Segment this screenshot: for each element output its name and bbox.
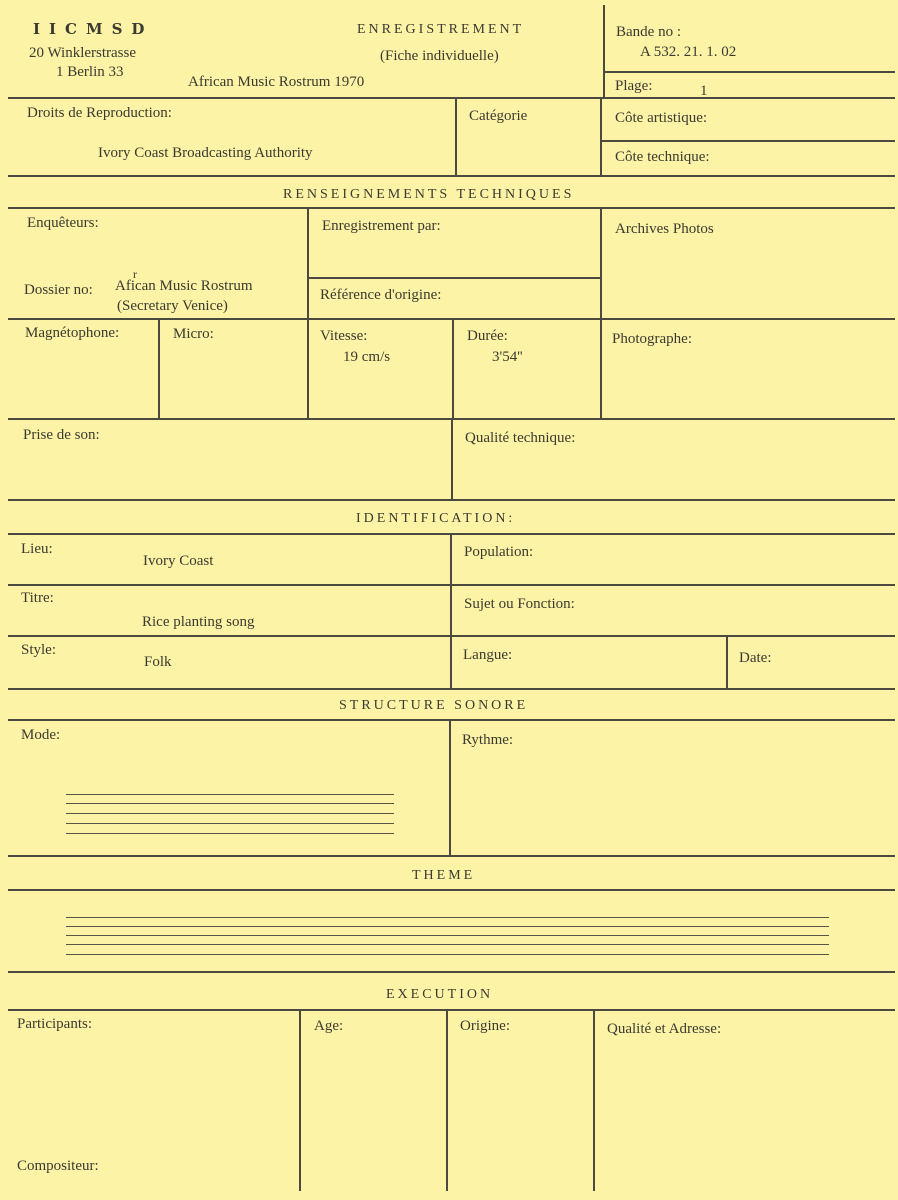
divider [600, 207, 602, 419]
event-name: African Music Rostrum 1970 [188, 74, 365, 90]
date-label: Date: [739, 650, 772, 666]
enregistrement-par-label: Enregistrement par: [322, 218, 441, 234]
section-heading-theme: THEME [412, 868, 476, 883]
mode-staff-line [66, 833, 394, 834]
mode-staff-line [66, 803, 394, 804]
participants-label: Participants: [17, 1016, 92, 1032]
theme-staff-line [66, 944, 829, 945]
age-label: Age: [314, 1018, 344, 1034]
divider [446, 1009, 448, 1191]
mode-staff-line [66, 823, 394, 824]
divider [450, 533, 452, 689]
mode-staff-line [66, 794, 394, 795]
langue-label: Langue: [463, 647, 513, 663]
divider [726, 635, 728, 689]
divider [8, 175, 895, 177]
divider [8, 971, 895, 973]
reference-label: Référence d'origine: [320, 287, 442, 303]
dossier-value-2: (Secretary Venice) [117, 298, 228, 314]
rythme-label: Rythme: [462, 732, 514, 748]
qualite-adresse-label: Qualité et Adresse: [607, 1021, 722, 1037]
droits-value: Ivory Coast Broadcasting Authority [98, 145, 313, 161]
dossier-insert: r [133, 267, 137, 281]
vitesse-value: 19 cm/s [343, 349, 391, 365]
cote-technique-label: Côte technique: [615, 149, 710, 165]
divider [455, 97, 457, 175]
origine-label: Origine: [460, 1018, 510, 1034]
divider [307, 207, 309, 419]
mode-staff-line [66, 813, 394, 814]
sujet-label: Sujet ou Fonction: [464, 596, 575, 612]
style-value: Folk [144, 654, 172, 670]
theme-staff-line [66, 926, 829, 927]
section-heading-technique: RENSEIGNEMENTS TECHNIQUES [283, 187, 575, 202]
bande-label: Bande no : [616, 24, 681, 40]
logo: IICMSD [33, 20, 154, 38]
section-heading-structure: STRUCTURE SONORE [339, 698, 529, 713]
droits-label: Droits de Reproduction: [27, 105, 172, 121]
micro-label: Micro: [173, 326, 214, 342]
divider [8, 688, 895, 690]
dossier-value-1: Afican Music Rostrum [115, 278, 253, 294]
divider [452, 318, 454, 419]
theme-staff-line [66, 935, 829, 936]
lieu-value: Ivory Coast [143, 553, 214, 569]
titre-value: Rice planting song [142, 614, 255, 630]
dossier-label: Dossier no: [24, 282, 93, 298]
divider [8, 1009, 895, 1011]
divider [593, 1009, 595, 1191]
divider [8, 533, 895, 535]
compositeur-label: Compositeur: [17, 1158, 99, 1174]
titre-label: Titre: [21, 590, 54, 606]
style-label: Style: [21, 642, 57, 658]
qualite-technique-label: Qualité technique: [465, 430, 576, 446]
duree-label: Durée: [467, 328, 508, 344]
divider [299, 1009, 301, 1191]
divider [158, 318, 160, 419]
prise-de-son-label: Prise de son: [23, 427, 100, 443]
divider [8, 719, 895, 721]
categorie-label: Catégorie [469, 108, 528, 124]
divider [603, 71, 895, 73]
section-heading-execution: EXECUTION [386, 987, 494, 1002]
cote-artistique-label: Côte artistique: [615, 110, 708, 126]
divider [8, 499, 895, 501]
divider [8, 207, 895, 209]
form-title: ENREGISTREMENT [357, 22, 525, 37]
divider [600, 140, 895, 142]
divider [8, 635, 895, 637]
lieu-label: Lieu: [21, 541, 53, 557]
divider [603, 5, 605, 98]
archives-photos-label: Archives Photos [615, 221, 714, 237]
divider [307, 277, 600, 279]
duree-value: 3'54'' [492, 349, 523, 365]
population-label: Population: [464, 544, 534, 560]
plage-value: 1 [700, 83, 708, 99]
plage-label: Plage: [615, 78, 653, 94]
divider [8, 97, 895, 99]
photographe-label: Photographe: [612, 331, 692, 347]
divider [8, 584, 895, 586]
form-subtitle: (Fiche individuelle) [380, 48, 499, 64]
theme-staff-line [66, 954, 829, 955]
bande-value: A 532. 21. 1. 02 [640, 44, 737, 60]
divider [600, 97, 602, 175]
section-heading-identification: IDENTIFICATION: [356, 511, 516, 526]
divider [451, 418, 453, 500]
divider [8, 855, 895, 857]
mode-label: Mode: [21, 727, 61, 743]
divider [8, 889, 895, 891]
enqueteurs-label: Enquêteurs: [27, 215, 99, 231]
magnetophone-label: Magnétophone: [25, 325, 120, 341]
vitesse-label: Vitesse: [320, 328, 368, 344]
divider [449, 719, 451, 856]
theme-staff-line [66, 917, 829, 918]
address-line-2: 1 Berlin 33 [56, 64, 124, 80]
address-line-1: 20 Winklerstrasse [29, 45, 137, 61]
